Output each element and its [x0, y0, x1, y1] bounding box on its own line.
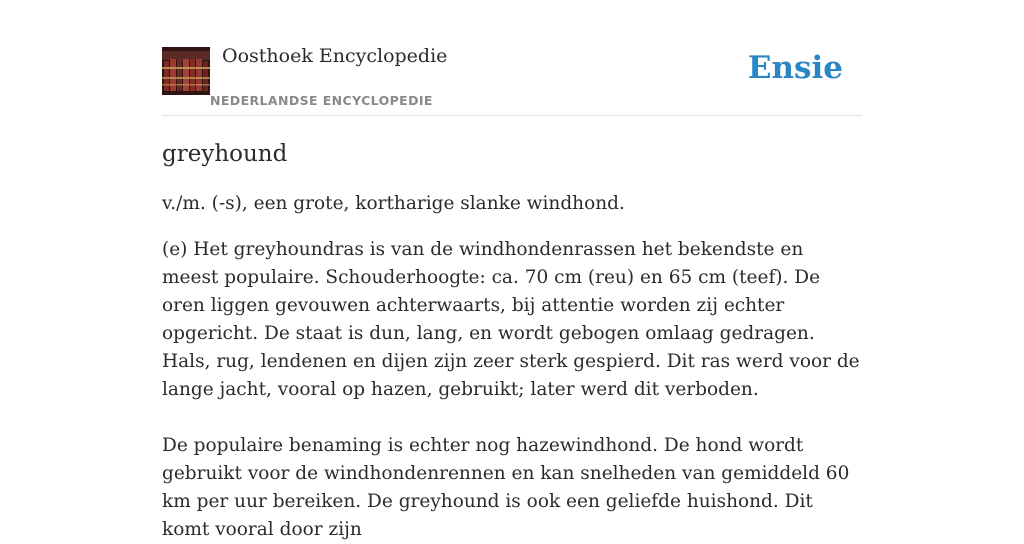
article-title: greyhound	[162, 141, 288, 167]
article-definition: v./m. (-s), een grote, kortharige slanke windhond.	[162, 193, 625, 214]
site-subtitle: NEDERLANDSE ENCYCLOPEDIE	[210, 93, 433, 108]
encyclopedia-books-avatar[interactable]	[162, 47, 210, 95]
article-paragraph: (e) Het greyhoundras is van de windhondenrassen het bekendste en meest populaire. Schouderhoogte: ca. 70 cm (reu) en 65 cm (teef). De oren liggen gevouwen achterwaarts, bij attentie worden zij echter opgericht. De staat is dun, lang, en wordt gebogen omlaag gedragen. Hals, rug, lendenen en dijen zijn zeer sterk gespierd. Dit ras werd voor de lange jacht, vooral op hazen, gebruikt; later werd dit verboden.	[162, 239, 860, 400]
ensie-logo-link[interactable]: Ensie	[747, 50, 843, 86]
site-header	[162, 0, 862, 116]
article	[162, 138, 862, 544]
books-image	[162, 47, 210, 95]
site-title[interactable]: Oosthoek Encyclopedie	[222, 45, 448, 67]
article-paragraph: De populaire benaming is echter nog hazewindhond. De hond wordt gebruikt voor de windhondenrennen en kan snelheden van gemiddeld 60 km per uur bereiken. De greyhound is ook een geliefde huishond. Dit komt vooral door zijn	[162, 435, 850, 540]
